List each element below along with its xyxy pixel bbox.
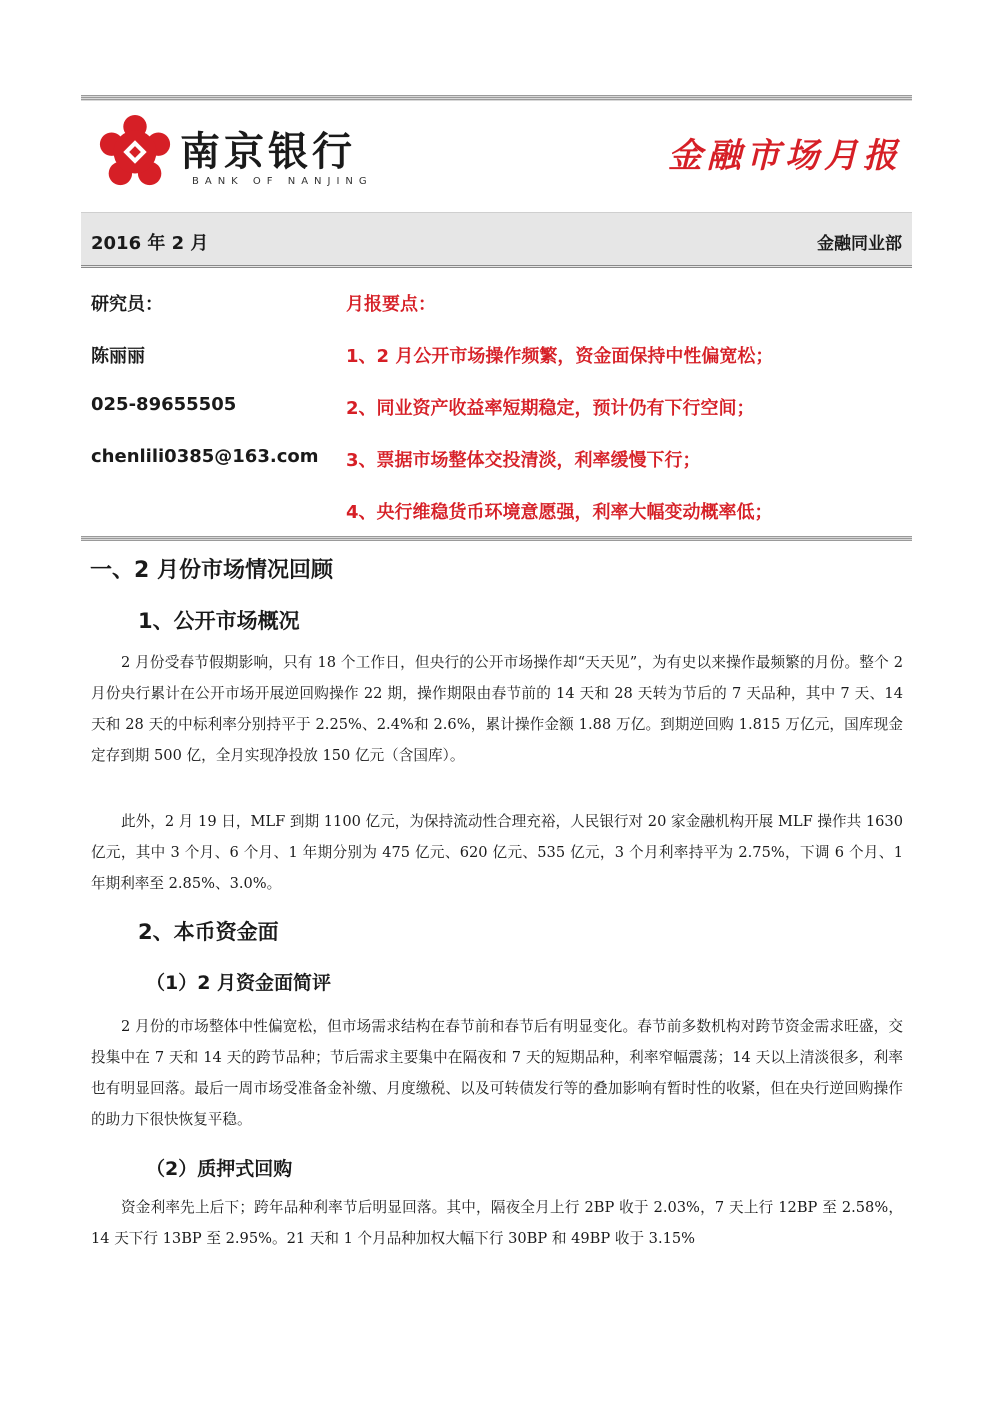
department-name: 金融同业部 — [817, 234, 902, 254]
report-date: 2016 年 2 月 — [91, 233, 209, 254]
section-heading: 一、2 月份市场情况回顾 — [90, 558, 333, 583]
bank-logo-icon — [96, 112, 174, 192]
researcher-email: chenlili0385@163.com — [91, 446, 319, 467]
bank-name-en: BANK OF NANJING — [192, 176, 373, 187]
highlight-item: 1、2 月公开市场操作频繁，资金面保持中性偏宽松； — [346, 346, 774, 367]
subsection-heading: 1、公开市场概况 — [138, 609, 300, 633]
highlight-item: 2、同业资产收益率短期稳定，预计仍有下行空间； — [346, 398, 755, 419]
bank-name-cn: 南京银行 — [180, 128, 356, 175]
researcher-label: 研究员： — [91, 294, 163, 315]
top-rule — [81, 95, 912, 101]
paragraph: 2 月份的市场整体中性偏宽松，但市场需求结构在春节前和春节后有明显变化。春节前多数机构对跨节资金需求旺盛，交投集中在 7 天和 14 天的跨节品种；节后需求主要集中在隔夜和 7 天的短期品种，利率窄幅震荡；14 天以上清淡很多，利率也有明显回落。最后一周市场受准备金补缴、月度缴税、以及可转债发行等的叠加影响有暂时性的收紧，但在央行逆回购操作的助力下很快恢复平稳。 — [91, 1018, 903, 1128]
highlight-item: 4、央行维稳货币环境意愿强，利率大幅变动概率低； — [346, 502, 773, 523]
paragraph: 此外，2 月 19 日，MLF 到期 1100 亿元，为保持流动性合理充裕，人民银行对 20 家金融机构开展 MLF 操作共 1630 亿元，其中 3 个月、6 个月、1 年期分别为 475 亿元、620 亿元、535 亿元，3 个月利率持平为 2.75%，下调 6 个月、1 年期利率至 2.85%、3.0%。 — [91, 813, 903, 892]
bank-logo — [96, 112, 386, 198]
section-rule — [81, 536, 912, 541]
paragraph: 资金利率先上后下；跨年品种利率节后明显回落。其中，隔夜全月上行 2BP 收于 2.03%，7 天上行 12BP 至 2.58%，14 天下行 13BP 至 2.95%。21 天和 1 个月品种加权大幅下行 30BP 和 49BP 收于 3.15% — [91, 1199, 903, 1247]
paragraph: 2 月份受春节假期影响，只有 18 个工作日，但央行的公开市场操作却“天天见”，为有史以来操作最频繁的月份。整个 2 月份央行累计在公开市场开展逆回购操作 22 期，操作期限由春节前的 14 天和 28 天转为节后的 7 天品种，其中 7 天、14 天和 28 天的中标利率分别持平于 2.25%、2.4%和 2.6%，累计操作金额 1.88 万亿。到期逆回购 1.815 万亿元，国库现金定存到期 500 亿，全月实现净投放 150 亿元（含国库）。 — [91, 654, 903, 764]
researcher-phone: 025-89655505 — [91, 394, 237, 415]
sub-subsection-heading: （1）2 月资金面简评 — [146, 972, 332, 994]
highlight-item: 3、票据市场整体交投清淡，利率缓慢下行； — [346, 450, 701, 471]
sub-subsection-heading: （2）质押式回购 — [146, 1158, 293, 1180]
info-band — [81, 212, 912, 268]
report-title: 金融市场月报 — [668, 136, 902, 176]
highlights-title: 月报要点： — [346, 294, 436, 315]
researcher-name: 陈丽丽 — [91, 346, 145, 367]
subsection-heading: 2、本币资金面 — [138, 920, 279, 944]
